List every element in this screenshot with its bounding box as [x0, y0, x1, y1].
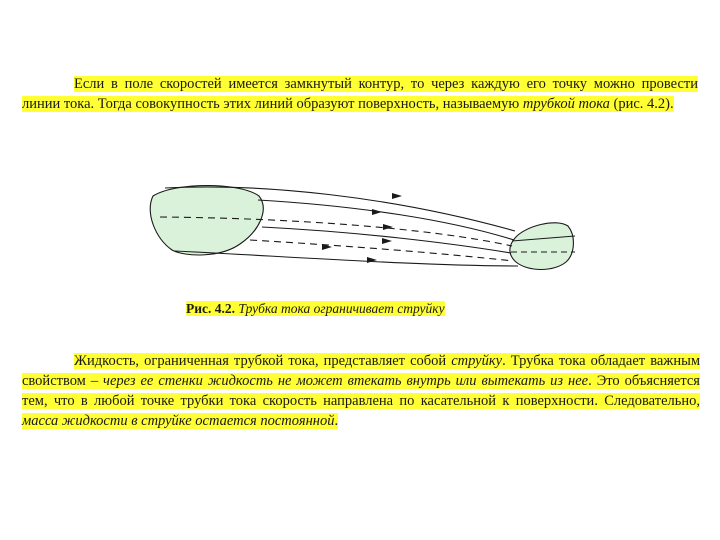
arrow-icon	[367, 257, 377, 263]
paragraph-2-seg2: . Трубка тока обладает важным свойством –	[22, 353, 700, 389]
streamline-bottom	[175, 251, 518, 266]
figure-caption	[186, 300, 445, 318]
arrow-icon	[372, 209, 382, 215]
paragraph-2	[22, 351, 700, 431]
paragraph-2-seg3: . Это объясняется тем, что в любой точке трубки тока скорость направлена по касательной к поверхности. Следовательно,	[22, 373, 700, 409]
streamline-5-dashed	[250, 240, 513, 261]
paragraph-2-seg4: .	[334, 413, 339, 429]
paragraph-2-seg1: Жидкость, ограниченная трубкой тока, представляет собой	[74, 353, 452, 369]
term-stream-tube: трубкой тока	[522, 96, 610, 112]
caption-label: Рис. 4.2.	[186, 301, 236, 316]
arrow-icon	[392, 193, 402, 199]
term-wall-property: через ее стенки жидкость не может втекать внутрь или вытекать из нее	[103, 373, 589, 389]
streamline-2	[258, 200, 514, 240]
paragraph-1-text: Если в поле скоростей имеется замкнутый контур, то через каждую его точку можно провести линии тока. Тогда совокупность этих линий образуют поверхность, называемую	[22, 76, 698, 112]
caption-text: Трубка тока ограничивает струйку	[238, 301, 445, 316]
tube-outlet-section	[510, 223, 574, 270]
paragraph-1-ref: (рис. 4.2).	[609, 96, 674, 112]
term-mass-constant: масса жидкости в струйке остается постоянной	[22, 413, 335, 429]
tube-inlet-section	[150, 186, 263, 255]
arrow-icon	[383, 224, 393, 230]
term-stream: струйку	[451, 353, 503, 369]
arrow-icon	[382, 238, 392, 244]
